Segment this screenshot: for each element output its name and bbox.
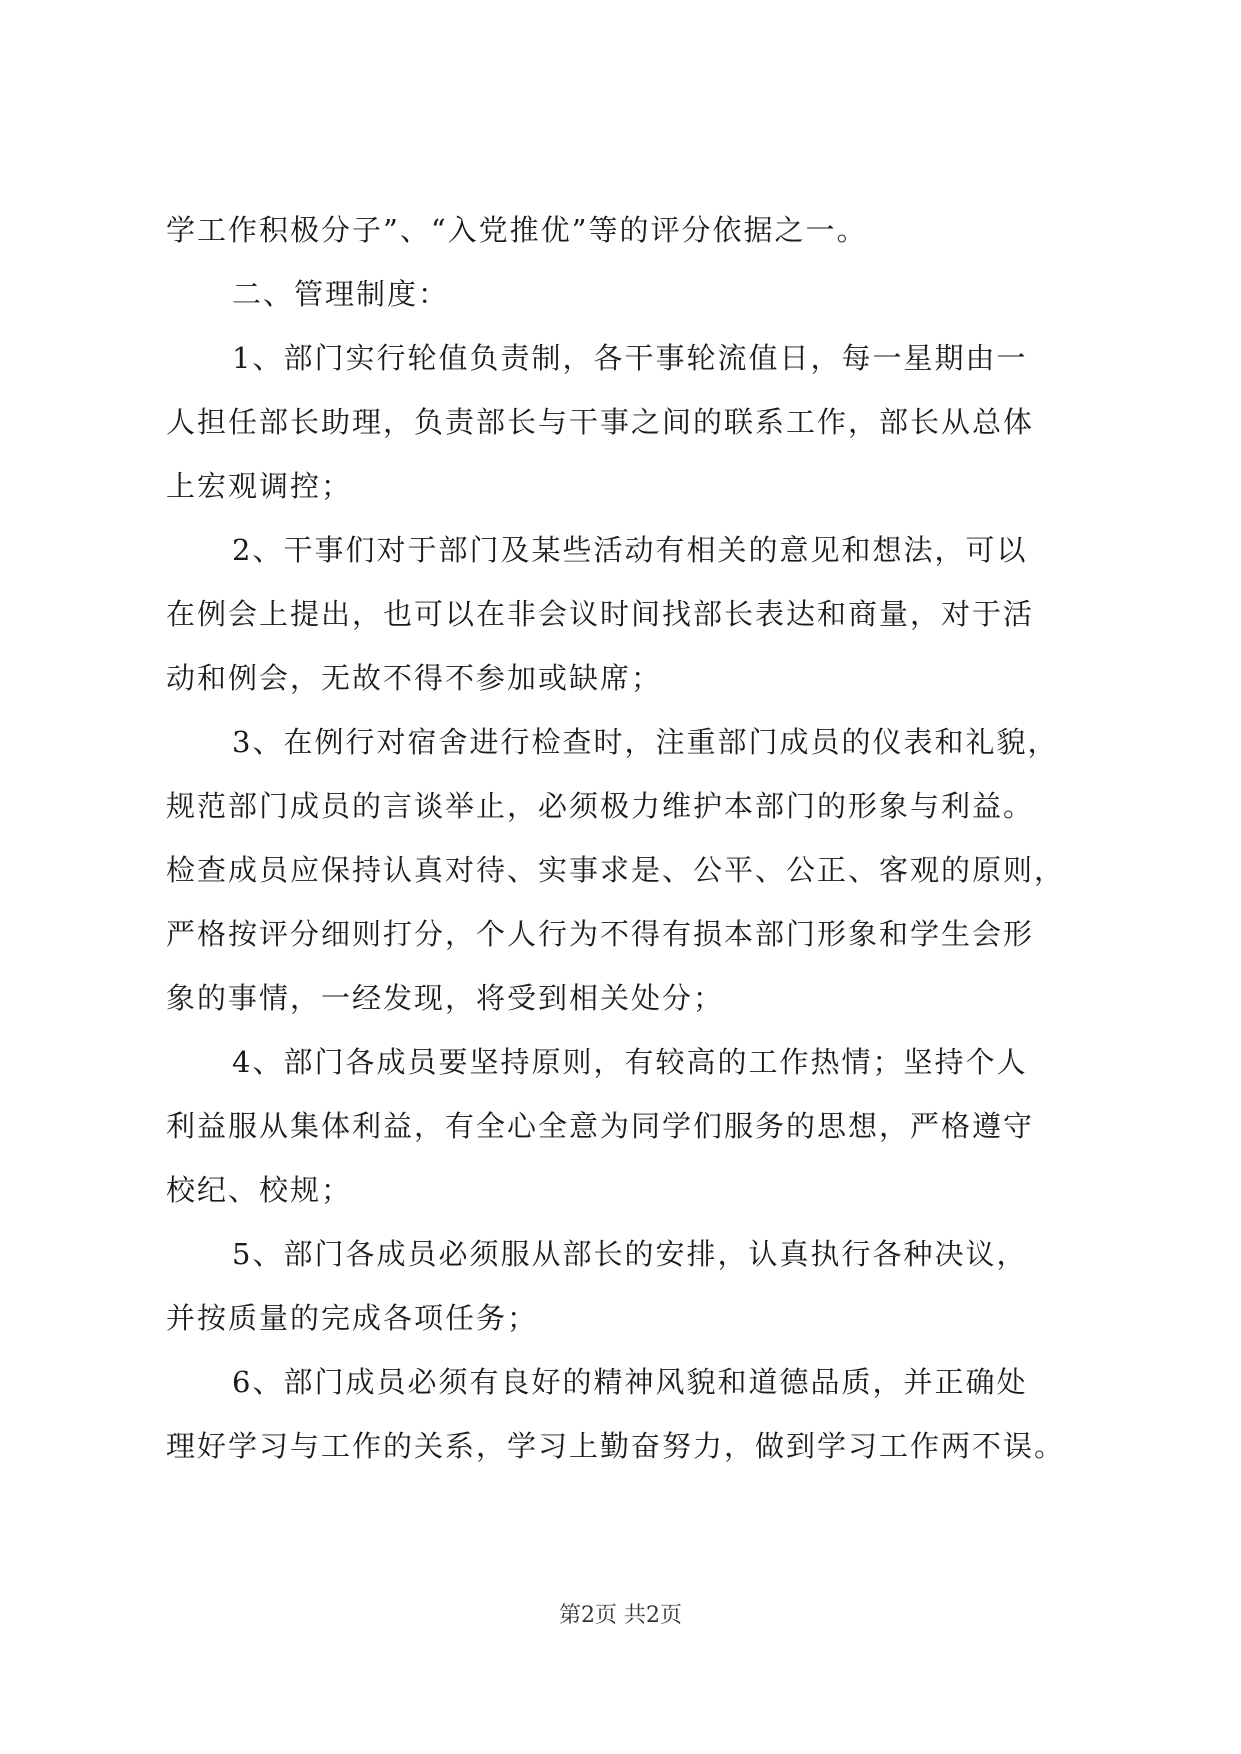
text-line: 动和例会，无故不得不参加或缺席；	[166, 661, 663, 695]
text-line: 3、在例行对宿舍进行检查时，注重部门成员的仪表和礼貌，	[232, 725, 1059, 759]
text-line: 利益服从集体利益，有全心全意为同学们服务的思想，严格遵守	[166, 1109, 1035, 1143]
text-line: 理好学习与工作的关系，学习上勤奋努力，做到学习工作两不误。	[166, 1429, 1066, 1463]
page-number-footer: 第2页 共2页	[559, 1603, 682, 1628]
text-line: 人担任部长助理，负责部长与干事之间的联系工作，部长从总体	[166, 405, 1035, 439]
text-line: 1、部门实行轮值负责制，各干事轮流值日，每一星期由一	[232, 341, 1028, 375]
text-line: 象的事情，一经发现，将受到相关处分；	[166, 981, 725, 1015]
text-line: 学工作积极分子”、“入党推优”等的评分依据之一。	[166, 213, 868, 247]
text-line: 并按质量的完成各项任务；	[166, 1301, 539, 1335]
text-line: 4、部门各成员要坚持原则，有较高的工作热情；坚持个人	[232, 1045, 1028, 1079]
document-body	[166, 198, 1086, 1478]
text-line: 规范部门成员的言谈举止，必须极力维护本部门的形象与利益。	[166, 789, 1035, 823]
text-line: 检查成员应保持认真对待、实事求是、公平、公正、客观的原则，	[166, 853, 1066, 887]
text-line: 严格按评分细则打分，个人行为不得有损本部门形象和学生会形	[166, 917, 1035, 951]
text-line: 6、部门成员必须有良好的精神风貌和道德品质，并正确处	[232, 1365, 1028, 1399]
text-line: 上宏观调控；	[166, 469, 353, 503]
text-line: 校纪、校规；	[166, 1173, 353, 1207]
text-line: 5、部门各成员必须服从部长的安排，认真执行各种决议，	[232, 1237, 1028, 1271]
text-line: 2、干事们对于部门及某些活动有相关的意见和想法，可以	[232, 533, 1028, 567]
text-line: 在例会上提出，也可以在非会议时间找部长表达和商量，对于活	[166, 597, 1035, 631]
section-heading: 二、管理制度：	[232, 277, 450, 311]
